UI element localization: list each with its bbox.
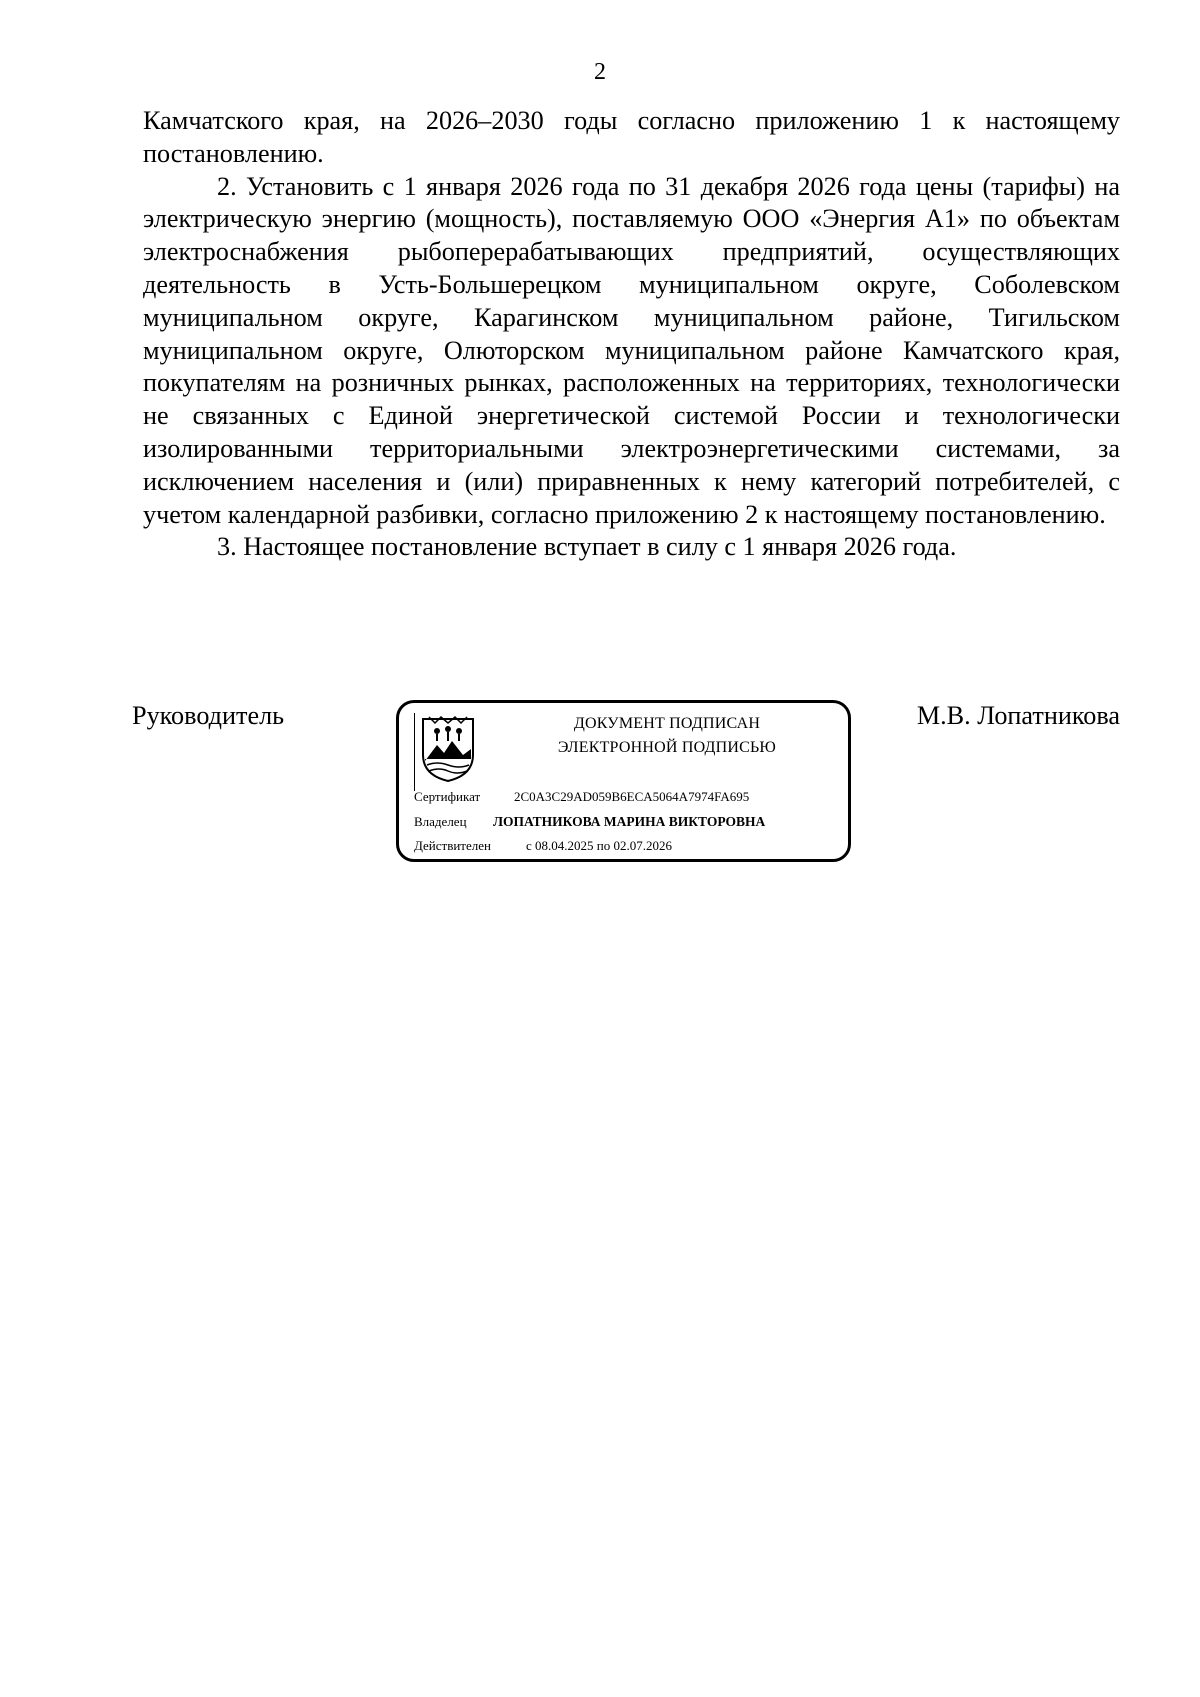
certificate-label: Сертификат [414, 789, 481, 804]
kamchatka-coat-of-arms-icon [417, 715, 479, 783]
certificate-value: 2C0A3C29AD059B6ECA5064A7974FA695 [514, 789, 750, 804]
paragraph-continuation: Камчатского края, на 2026–2030 годы согласно приложению 1 к настоящему постановлению. [143, 106, 1120, 168]
owner-value: ЛОПАТНИКОВА МАРИНА ВИКТОРОВНА [493, 814, 766, 829]
stamp-divider [414, 713, 415, 791]
stamp-title-line2: ЭЛЕКТРОННОЙ ПОДПИСЬЮ [557, 739, 777, 756]
stamp-owner-row [414, 813, 765, 831]
signatory-name: М.В. Лопатникова [916, 701, 1120, 730]
paragraph-item-2: 2. Установить с 1 января 2026 года по 31 декабря 2026 года цены (тарифы) на электрическую энергию (мощность), поставляемую ООО «Энергия А1» по объектам электроснабжения рыбоперерабатывающих предприятий, осуществляющих деятельность в Усть-Большерецком муниципальном округе, Соболевском муниципальном округе, Карагинском муниципальном районе, Тигильском муниципальном округе, Олюторском муниципальном районе Камчатского края, покупателям на розничных рынках, расположенных на территориях, технологически не связанных с Единой энергетической системой России и технологически изолированными территориальными электроэнергетическими системами, за исключением населения и (или) приравненных к нему категорий потребителей, с учетом календарной разбивки, согласно приложению 2 к настоящему постановлению. [143, 171, 1120, 529]
electronic-signature-stamp [396, 700, 851, 862]
document-body [143, 105, 1120, 564]
validity-value: с 08.04.2025 по 02.07.2026 [526, 838, 672, 853]
stamp-certificate-row [414, 788, 749, 806]
stamp-title-line1: ДОКУМЕНТ ПОДПИСАН [573, 715, 761, 732]
signatory-role: Руководитель [132, 701, 285, 730]
paragraph-item-3: 3. Настоящее постановление вступает в силу с 1 января 2026 года. [217, 532, 957, 562]
owner-label: Владелец [414, 814, 467, 829]
stamp-title [517, 712, 817, 760]
validity-label: Действителен [414, 838, 491, 853]
page-number: 2 [594, 59, 606, 85]
stamp-validity-row [414, 837, 672, 855]
